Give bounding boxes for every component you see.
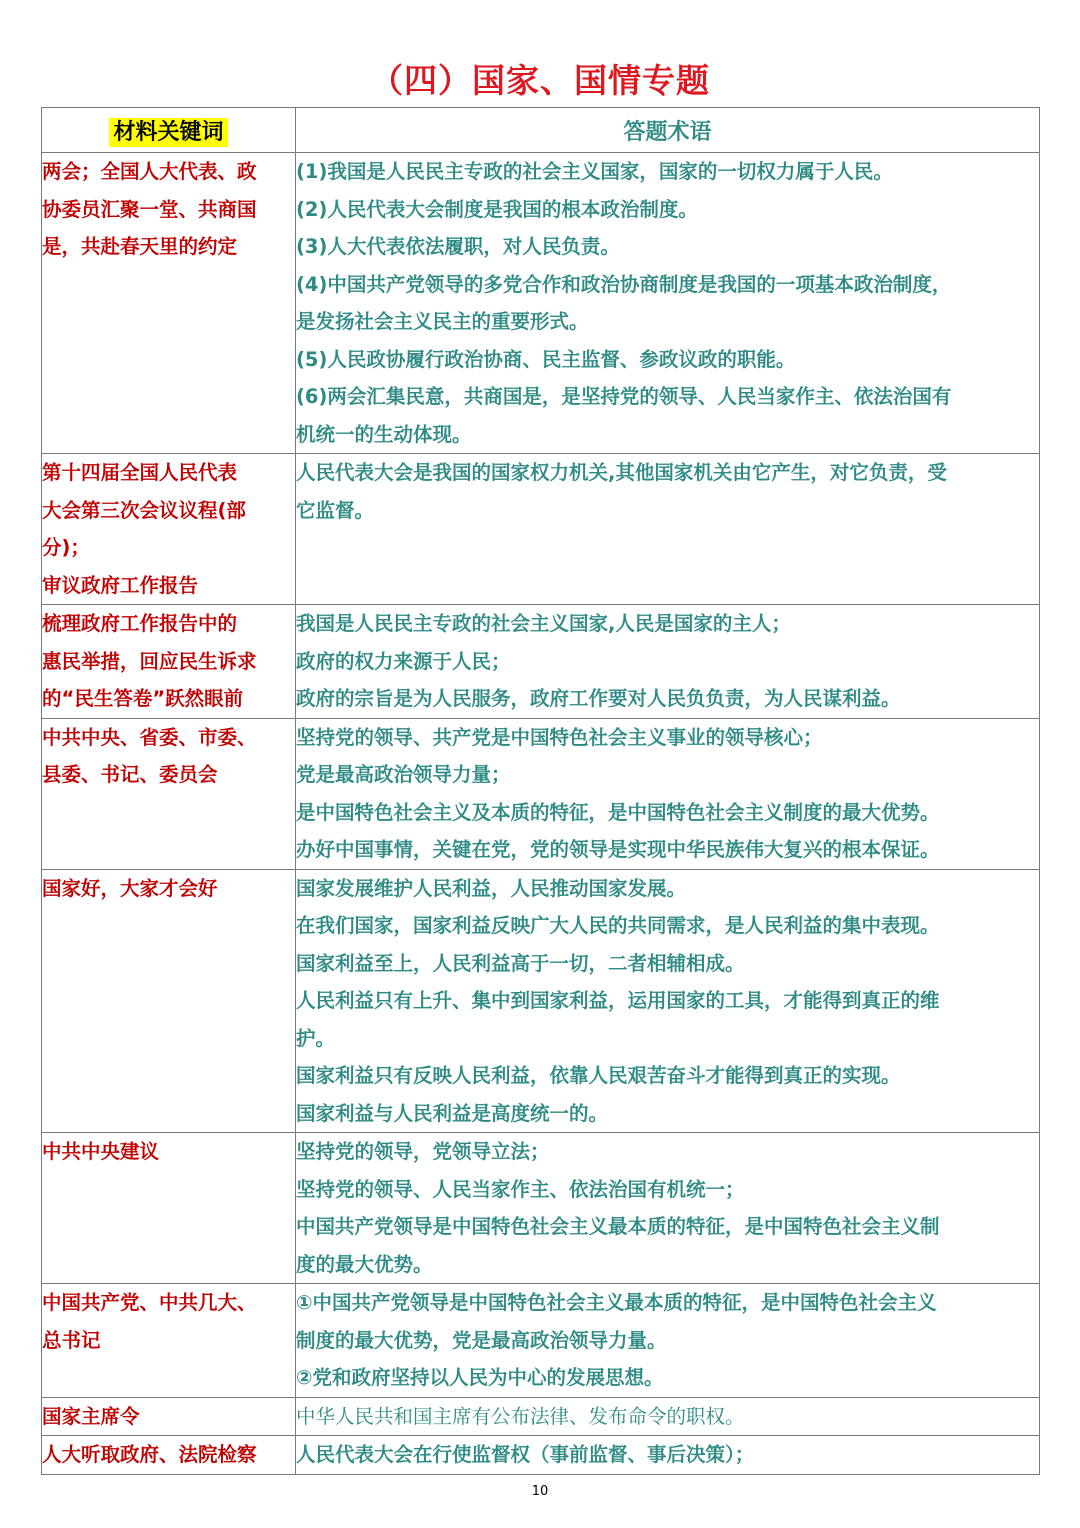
page-title: （四）国家、国情专题 [370, 61, 710, 100]
answer-line: 国家利益至上，人民利益高于一切，二者相辅相成。 [296, 951, 745, 975]
answer-line: ②党和政府坚持以人民为中心的发展思想。 [296, 1366, 664, 1389]
table-row [42, 1284, 1040, 1398]
keyword-line: 国家好，大家才会好 [42, 876, 218, 900]
answer-line: 办好中国事情，关键在党，党的领导是实现中华民族伟大复兴的根本保证。 [296, 838, 940, 861]
answer-cell [296, 605, 1040, 719]
answer-line: 中国共产党领导是中国特色社会主义最本质的特征，是中国特色社会主义制 [296, 1215, 940, 1238]
answer-line: 制度的最大优势，党是最高政治领导力量。 [296, 1328, 667, 1352]
answer-line: 人民利益只有上升、集中到国家利益，运用国家的工具，才能得到真正的维 [296, 989, 940, 1012]
answer-line: 政府的宗旨是为人民服务，政府工作要对人民负负责，为人民谋利益。 [296, 687, 901, 710]
answer-line: 政府的权力来源于人民； [296, 649, 511, 673]
keyword-line: 总书记 [42, 1328, 101, 1352]
answers-header: 答题术语 [296, 108, 1040, 153]
answer-line: 人民代表大会是我国的国家权力机关,其他国家机关由它产生，对它负责，受 [296, 461, 947, 484]
keyword-cell [42, 605, 296, 719]
keyword-cell [42, 1284, 296, 1398]
table-row [42, 454, 1040, 605]
table-row [42, 153, 1040, 454]
page-number: 10 [531, 1484, 549, 1499]
keyword-line: 是，共赴春天里的约定 [42, 235, 238, 258]
answer-line: 坚持党的领导、人民当家作主、依法治国有机统一； [296, 1177, 745, 1201]
table-row [42, 869, 1040, 1133]
answer-line: 机统一的生动体现。 [296, 422, 472, 446]
keyword-cell [42, 454, 296, 605]
answer-cell [296, 1397, 1040, 1436]
answer-line: (6)两会汇集民意，共商国是，是坚持党的领导、人民当家作主、依法治国有 [296, 385, 952, 408]
answer-line: 在我们国家，国家利益反映广大人民的共同需求，是人民利益的集中表现。 [296, 914, 940, 937]
answer-cell [296, 153, 1040, 454]
answer-cell [296, 1133, 1040, 1284]
answer-line: 它监督。 [296, 498, 375, 522]
keyword-line: 国家主席令 [42, 1404, 140, 1428]
keyword-line: 惠民举措，回应民生诉求 [42, 649, 257, 673]
answer-line: 是发扬社会主义民主的重要形式。 [296, 310, 589, 333]
answer-line: 坚持党的领导、共产党是中国特色社会主义事业的领导核心； [296, 725, 823, 749]
answer-cell [296, 1436, 1040, 1475]
keyword-cell [42, 153, 296, 454]
answer-line: (1)我国是人民民主专政的社会主义国家，国家的一切权力属于人民。 [296, 160, 893, 183]
keyword-cell [42, 869, 296, 1133]
keyword-line: 两会；全国人大代表、政 [42, 160, 257, 183]
answer-line: 度的最大优势。 [296, 1252, 433, 1276]
keyword-line: 中共中央建议 [42, 1140, 160, 1163]
table-row [42, 718, 1040, 869]
table-header-row [42, 108, 1040, 153]
keyword-line: 协委员汇聚一堂、共商国 [42, 197, 257, 221]
keyword-line: 人大听取政府、法院检察 [42, 1443, 257, 1466]
keywords-header: 材料关键词 [42, 108, 296, 153]
answer-line: 人民代表大会在行使监督权（事前监督、事后决策）； [296, 1443, 755, 1466]
table-row [42, 1397, 1040, 1436]
answer-line: (4)中国共产党领导的多党合作和政治协商制度是我国的一项基本政治制度， [296, 272, 952, 296]
answer-cell [296, 869, 1040, 1133]
keyword-line: 审议政府工作报告 [42, 573, 199, 597]
keyword-line: 第十四届全国人民代表 [42, 461, 238, 484]
answer-line: (3)人大代表依法履职，对人民负责。 [296, 235, 620, 258]
keyword-line: 梳理政府工作报告中的 [42, 612, 238, 635]
keyword-answer-table [41, 107, 1040, 1475]
table-row [42, 1133, 1040, 1284]
answer-cell [296, 1284, 1040, 1398]
keyword-line: 中共中央、省委、市委、 [42, 725, 257, 749]
keyword-line: 大会第三次会议议程(部 [42, 498, 246, 522]
table-row [42, 605, 1040, 719]
keyword-line: 县委、书记、委员会 [42, 763, 218, 786]
keyword-cell [42, 1133, 296, 1284]
keyword-cell [42, 1397, 296, 1436]
answer-cell [296, 718, 1040, 869]
answer-cell [296, 454, 1040, 605]
keyword-line: 中国共产党、中共几大、 [42, 1291, 257, 1314]
answer-line: (2)人民代表大会制度是我国的根本政治制度。 [296, 197, 698, 221]
keyword-cell [42, 718, 296, 869]
keyword-cell [42, 1436, 296, 1475]
answer-line: ①中国共产党领导是中国特色社会主义最本质的特征，是中国特色社会主义 [296, 1291, 937, 1314]
table-row [42, 1436, 1040, 1475]
answer-line: 党是最高政治领导力量； [296, 763, 511, 786]
keyword-line: 的“民生答卷”跃然眼前 [42, 687, 244, 710]
answer-line: 是中国特色社会主义及本质的特征，是中国特色社会主义制度的最大优势。 [296, 800, 940, 824]
keyword-line: 分)； [42, 536, 90, 559]
answer-line: 我国是人民民主专政的社会主义国家,人民是国家的主人； [296, 612, 791, 635]
answer-line: 坚持党的领导，党领导立法； [296, 1140, 550, 1163]
answer-line: 护。 [296, 1026, 336, 1050]
answer-line: 国家发展维护人民利益，人民推动国家发展。 [296, 876, 687, 900]
answer-line: 中华人民共和国主席有公布法律、发布命令的职权。 [296, 1404, 745, 1428]
answer-line: 国家利益与人民利益是高度统一的。 [296, 1101, 609, 1125]
answer-line: 国家利益只有反映人民利益，依靠人民艰苦奋斗才能得到真正的实现。 [296, 1064, 901, 1087]
answer-line: (5)人民政协履行政治协商、民主监督、参政议政的职能。 [296, 347, 796, 371]
